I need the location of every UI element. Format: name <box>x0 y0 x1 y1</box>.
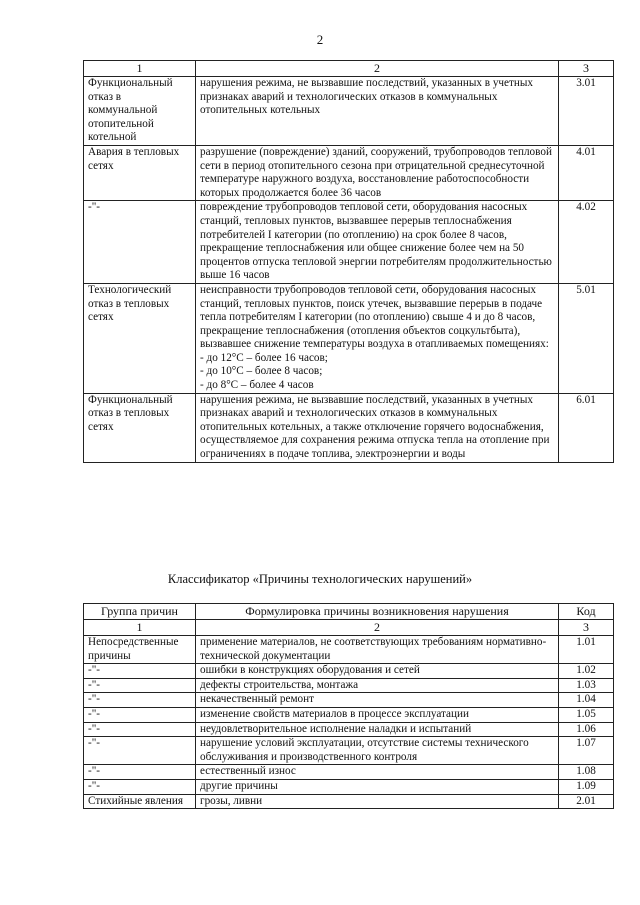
table-row <box>84 393 614 462</box>
table-row <box>84 722 614 737</box>
table-header-row <box>84 604 614 620</box>
description-text: неисправности трубопроводов тепловой сети, оборудования насосных станций, тепловых пунктов, поиск утечек, вызвавшие перерыв в подаче тепла потребителям I категории (по отоплению) свыше 4 и до 8 часов, прекращение теплоснабжения (отопления объектов соцкультбыта), вызвавшее снижение температуры воздуха в отапливаемых помещениях: <box>200 283 549 351</box>
cause-group: -"- <box>84 678 196 693</box>
incident-code: 5.01 <box>559 283 614 393</box>
cause-group: Непосредственные причины <box>84 636 196 664</box>
table-row <box>84 765 614 780</box>
table-subheader-row <box>84 620 614 636</box>
cause-code: 1.02 <box>559 664 614 679</box>
cause-description: неудовлетворительное исполнение наладки и испытаний <box>196 722 559 737</box>
cause-description: естественный износ <box>196 765 559 780</box>
incident-code: 4.01 <box>559 145 614 200</box>
temperature-condition: - до 8°С – более 4 часов <box>200 379 314 392</box>
incident-code: 6.01 <box>559 393 614 462</box>
cause-description: дефекты строительства, монтажа <box>196 678 559 693</box>
column-header: Формулировка причины возникновения нарушения <box>196 604 559 620</box>
incident-group: Функциональный отказ в тепловых сетях <box>84 393 196 462</box>
cause-description: другие причины <box>196 779 559 794</box>
causes-table <box>83 603 614 809</box>
column-header: Код <box>559 604 614 620</box>
column-number: 1 <box>84 61 196 77</box>
page-number: 2 <box>316 32 324 47</box>
cause-description: некачественный ремонт <box>196 693 559 708</box>
cause-group: -"- <box>84 737 196 765</box>
temperature-condition: - до 10°С – более 8 часов; <box>200 365 323 378</box>
column-number: 2 <box>196 620 559 636</box>
incident-description <box>196 283 559 393</box>
incident-code: 3.01 <box>559 77 614 146</box>
table-row <box>84 678 614 693</box>
column-number: 3 <box>559 620 614 636</box>
table-row <box>84 77 614 146</box>
table-row <box>84 145 614 200</box>
cause-group: -"- <box>84 707 196 722</box>
incident-group: -"- <box>84 201 196 284</box>
cause-code: 1.09 <box>559 779 614 794</box>
table-row <box>84 636 614 664</box>
cause-code: 1.03 <box>559 678 614 693</box>
cause-description: нарушение условий эксплуатации, отсутствие системы технического обслуживания и производственного контроля <box>196 737 559 765</box>
cause-code: 1.04 <box>559 693 614 708</box>
incident-description: повреждение трубопроводов тепловой сети, оборудования насосных станций, тепловых пунктов, вызвавшее перерыв теплоснабжения потребителей I категории (по отоплению) на срок более 8 часов, прекращение теплоснабжения или общее снижение более чем на 50 процентов отпуска тепловой энергии потребителям продолжительностью выше 16 часов <box>196 201 559 284</box>
cause-code: 1.01 <box>559 636 614 664</box>
cause-group: -"- <box>84 693 196 708</box>
table-row <box>84 794 614 809</box>
cause-group: -"- <box>84 722 196 737</box>
cause-code: 1.06 <box>559 722 614 737</box>
incident-group: Технологический отказ в тепловых сетях <box>84 283 196 393</box>
table-row <box>84 779 614 794</box>
cause-code: 1.07 <box>559 737 614 765</box>
table-row <box>84 693 614 708</box>
classifier-title: Классификатор «Причины технологических нарушений» <box>167 572 473 586</box>
table-row <box>84 283 614 393</box>
cause-code: 1.08 <box>559 765 614 780</box>
cause-description: ошибки в конструкциях оборудования и сетей <box>196 664 559 679</box>
temperature-condition: - до 12°С – более 16 часов; <box>200 351 328 364</box>
cause-code: 2.01 <box>559 794 614 809</box>
column-header: Группа причин <box>84 604 196 620</box>
incident-description: разрушение (повреждение) зданий, сооружений, трубопроводов тепловой сети в период отопительного сезона при отрицательной среднесуточной температуре наружного воздуха, восстановление работоспособности которых продолжается более 36 часов <box>196 145 559 200</box>
table-row <box>84 737 614 765</box>
incident-description: нарушения режима, не вызвавшие последствий, указанных в учетных признаках аварий и технологических отказов в коммунальных отопительных котельных <box>196 77 559 146</box>
column-number: 1 <box>84 620 196 636</box>
cause-code: 1.05 <box>559 707 614 722</box>
incident-group: Авария в тепловых сетях <box>84 145 196 200</box>
table-header-row <box>84 61 614 77</box>
incident-description: нарушения режима, не вызвавшие последствий, указанных в учетных признаках аварий и технологических отказов в коммунальных отопительных котельных, а также отключение горячего водоснабжения, осуществляемое для сохранения режима отпуска тепла на отопление при ограничениях в подаче топлива, электроэнергии и воды <box>196 393 559 462</box>
table-row <box>84 201 614 284</box>
cause-group: -"- <box>84 765 196 780</box>
cause-group: -"- <box>84 779 196 794</box>
cause-description: грозы, ливни <box>196 794 559 809</box>
incident-code: 4.02 <box>559 201 614 284</box>
column-number: 2 <box>196 61 559 77</box>
table-row <box>84 664 614 679</box>
column-number: 3 <box>559 61 614 77</box>
cause-description: изменение свойств материалов в процессе эксплуатации <box>196 707 559 722</box>
incident-types-table <box>83 60 614 463</box>
incident-group: Функциональный отказ в коммунальной отопительной котельной <box>84 77 196 146</box>
cause-group: -"- <box>84 664 196 679</box>
table-row <box>84 707 614 722</box>
cause-group: Стихийные явления <box>84 794 196 809</box>
cause-description: применение материалов, не соответствующих требованиям нормативно-технической документации <box>196 636 559 664</box>
